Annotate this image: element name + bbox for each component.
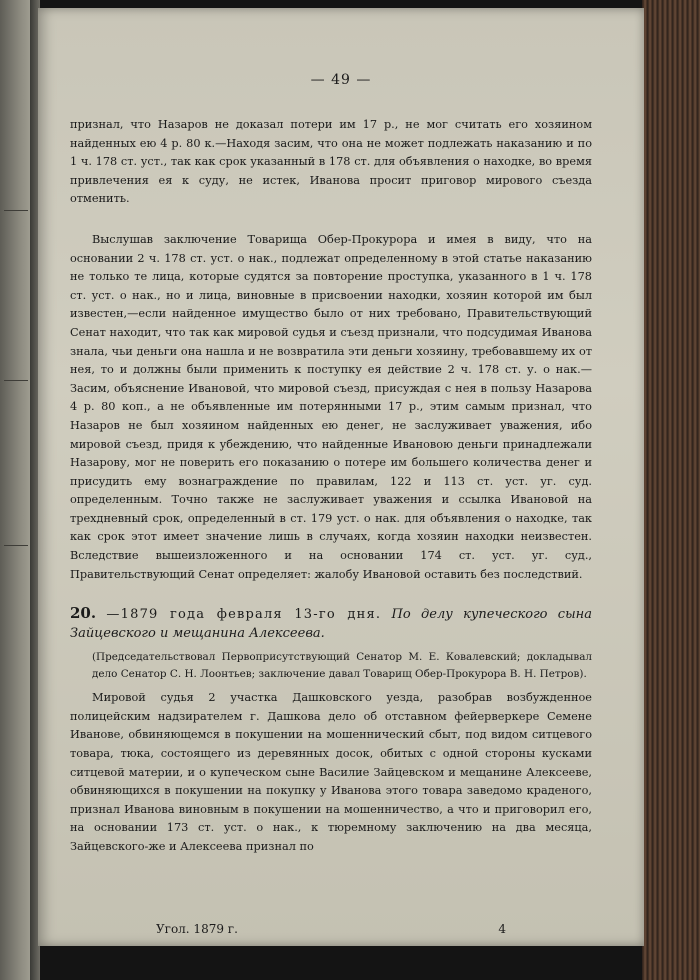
case-title: По делу купеческого сына Зайцевского и мещанина Алексеева. (70, 607, 592, 642)
margin-mark (4, 545, 28, 546)
page-content (70, 66, 592, 857)
case-heading (70, 604, 592, 643)
margin-mark (4, 210, 28, 211)
paragraph-continuation: признал, что Назаров не доказал потери им 17 р., не мог считать его хозяином найденных ею 4 р. 80 к.—Находя засим, что она не может подлежать наказанию и по 1 ч. 178 ст. уст., так как срок указанный в 178 ст. для объявления о находке, во время привлечения ея к суду, не истек, Иванова просит приговор мирового съезда отменить. (70, 118, 592, 206)
document-page (38, 8, 644, 946)
case-number: 20. (70, 604, 97, 623)
page-footer (156, 922, 506, 936)
footer-sheet-number: 4 (498, 922, 506, 936)
case-body: Мировой судья 2 участка Дашковского уезда, разобрав возбужденное полицейским надзирателем г. Дашкова дело об отставном фейерверкере Семене Иванове, обвиняющемся в покушении на мошеннический сбыт, под видом ситцевого товара, тюка, состоящего из деревянных досок, обитых с одной стороны кусками ситцевой материи, и о купеческом сыне Василие Зайцевском и мещанине Алексееве, обвиняющихся в покушении на покупку у Иванова этого товара заведомо краденого, признал Иванова виновным в покушении на мошенничество, а что и приговорил его, на основании 173 ст. уст. о нак., к тюремному заключению на два месяца, Зайцевского-же и Алексеева признал по (70, 691, 592, 853)
paragraph-ruling: Выслушав заключение Товарища Обер-Прокурора и имея в виду, что на основании 2 ч. 178 ст. уст. о нак., подлежат определенному в этой статье наказанию не только те лица, которые судятся за повторение проступка, указанного в 1 ч. 178 ст. уст. о нак., но и лица, виновные в присвоении находки, хозяин которой им был известен,—если найденное имущество было от них требовано, Правительствующий Сенат находит, что так как мировой судья и съезд признали, что подсудимая Иванова знала, чьи деньги она нашла и не возвратила эти деньги хозяину, требовавшему их от нея, то и должны были применить к поступку ея действие 2 ч. 178 ст. у. о нак.—Засим, объяснение Ивановой, что мировой съезд, присуждая с нея в пользу Назарова 4 р. 80 коп., а не объявленные им потерянными 17 р., этим самым признал, что Назаров не был хозяином найденных ею денег, не заслуживает уважения, ибо мировой съезд, придя к убеждению, что найденные Ивановою деньги принадлежали Назарову, мог не поверить его показанию о потере им большего количества денег и присудить ему вознаграждение по правилам, 122 и 113 ст. уст. уг. суд. определенным. Точно также не заслуживает уважения и ссылка Ивановой на трехдневный срок, определенный в ст. 179 уст. о нак. для объявления о находке, так как срок этот имеет значение лишь в случаях, когда хозяин находки неизвестен. Вследствие вышеизложенного и на основании 174 ст. уст. уг. суд., Правительствующий Сенат определяет: жалобу Ивановой оставить без последствий. (70, 232, 592, 581)
page-edges (642, 0, 700, 980)
case-date: —1879 года февраля 13-го дня. (106, 607, 382, 623)
left-page-edge (0, 0, 34, 980)
footer-signature: Угол. 1879 г. (156, 922, 238, 936)
margin-mark (4, 380, 28, 381)
page-number: — 49 — (310, 72, 372, 88)
case-note: (Председательствовал Первоприсутствующий Сенатор М. Е. Ковалевский; докладывал дело Сенатор С. Н. Лоонтьев; заключение давал Товарищ Обер-Прокурора В. Н. Петров). (92, 651, 592, 681)
